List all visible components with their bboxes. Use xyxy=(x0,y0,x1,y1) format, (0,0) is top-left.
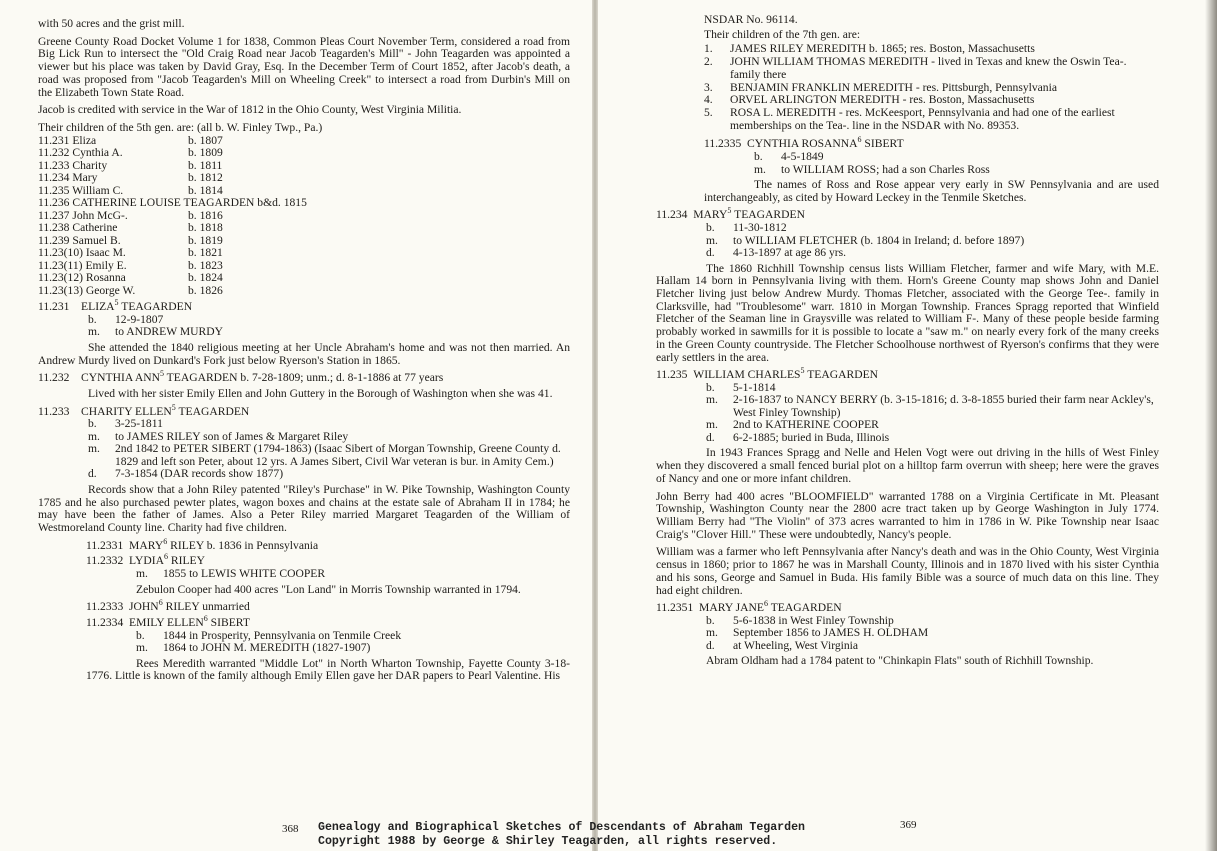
child-date: b. 1812 xyxy=(188,171,223,185)
entry-william-charles: 11.235 WILLIAM CHARLES$^5$ TEAGARDEN b. 5-1-1814 m. 2-16-1837 to NANCY BERRY (b. 3-15-1816; d. 3-8-1855 buried their farm near Ackley's, West Finley Township) m. 2nd to KATHERINE COOPER d. 6-2-1885; buried in Buda, Illinois xyxy=(656,366,1154,444)
intro-line: with 50 acres and the grist mill. xyxy=(38,17,185,30)
entry-emily: 11.2334 EMILY ELLEN$^6$ SIBERT b. 1844 in Prosperity, Pennsylvania on Tenmile Creek m. 1864 to JOHN M. MEREDITH (1827-1907) xyxy=(86,614,402,655)
child-id: 11.233 Charity xyxy=(38,158,108,172)
entry-charity: 11.233 CHARITY ELLEN$^5$ TEAGARDEN b. 3-25-1811 m. to JAMES RILEY son of James & Margaret Riley m. 2nd 1842 to PETER SIBERT (1794-1863) (Isaac Sibert of Morgan Township, Greene County d. 1829 and left son Peter, about 12 yrs. A James Sibert, Civil War veteran is bur. in Amity Cem.) d. 7-3-1854 (DAR records show 1877) xyxy=(38,402,561,481)
child-date: b. 1816 xyxy=(188,208,223,222)
child-date: b. 1807 xyxy=(188,133,223,147)
child-id: 11.232 Cynthia A. xyxy=(38,146,123,160)
entry-eliza: 11.231 ELIZA$^5$ TEAGARDEN b. 12-9-1807 m. to ANDREW MURDY xyxy=(38,301,570,339)
footer-copyright: Copyright 1988 by George & Shirley Teagarden, all rights reserved. xyxy=(318,835,778,848)
entry-lydia: 11.2332 LYDIA$^6$ RILEY m. 1855 to LEWIS WHITE COOPER xyxy=(86,552,326,581)
child-date: b. 1809 xyxy=(188,146,223,160)
child-date: b. 1818 xyxy=(188,221,223,235)
child-id: 11.238 Catherine xyxy=(38,221,118,235)
child-date: b. 1821 xyxy=(188,246,223,260)
children-table xyxy=(38,135,570,298)
child-date: b. 1819 xyxy=(188,233,223,247)
entry-mary-teagarden: 11.234 MARY$^5$ TEAGARDEN b. 11-30-1812 m. to WILLIAM FLETCHER (b. 1804 in Ireland; d. before 1897) d. 4-13-1897 at age 86 yrs. xyxy=(656,206,1025,260)
children-intro-7th: Their children of the 7th gen. are: xyxy=(704,27,861,41)
footer-title: Genealogy and Biographical Sketches of Descendants of Abraham Tegarden xyxy=(318,821,806,834)
list-item: 2. JOHN WILLIAM THOMAS MEREDITH - lived in Texas and knew the Oswin Tea-. family there xyxy=(704,55,1127,81)
entry-cynthia-rosanna-block xyxy=(656,135,1159,204)
william-paragraph-1: In 1943 Frances Spragg and Nelle and Helen Vogt were out driving in the hills of West Finley when they discovered a small fenced burial plot on a hilltop farm overrun with sheep; here were the graves of Nancy and one or more infant children. xyxy=(656,446,1159,485)
war-paragraph: Jacob is credited with service in the War of 1812 in the Ohio County, West Virginia Militia. xyxy=(38,103,462,117)
left-page xyxy=(0,0,592,851)
child-date: b. 1826 xyxy=(188,283,223,297)
child-date: b. 1824 xyxy=(188,271,223,285)
child-id: 11.234 Mary xyxy=(38,171,98,185)
footer xyxy=(318,821,878,849)
page-number-right: 369 xyxy=(900,819,917,831)
children-list-7th xyxy=(656,43,1159,132)
child-date: b. 1811 xyxy=(188,158,223,172)
children-intro: Their children of the 5th gen. are: (all b. W. Finley Twp., Pa.) xyxy=(38,120,323,134)
list-item: 4. ORVEL ARLINGTON MEREDITH - res. Boston, Massachusetts xyxy=(704,93,1035,107)
lydia-paragraph: Zebulon Cooper had 400 acres "Lon Land" in Morris Township warranted in 1794. xyxy=(136,582,521,596)
child-id: 11.231 Eliza xyxy=(38,133,97,147)
entry-cynthia-rosanna: 11.2335 CYNTHIA ROSANNA$^6$ SIBERT b. 4-5-1849 m. to WILLIAM ROSS; had a son Charles Ross xyxy=(704,135,990,176)
child-id: 11.239 Samuel B. xyxy=(38,233,121,247)
page-number-left: 368 xyxy=(282,823,299,835)
child-id: 11.237 John McG-. xyxy=(38,208,128,222)
entry-heading: 11.231 ELIZA$^5$ TEAGARDEN xyxy=(38,298,193,314)
list-item: 5. ROSA L. MEREDITH - res. McKeesport, Pennsylvania and had one of the earliest memberships on the Tea-. line in the NSDAR with No. 89353. xyxy=(704,105,1115,132)
eliza-paragraph: She attended the 1840 religious meeting at her Uncle Abraham's home and was not then married. An Andrew Murdy lived on Dunkard's Fork just below Ryerson's Station in 1865. xyxy=(38,340,570,367)
child-id: 11.235 William C. xyxy=(38,183,124,197)
william-paragraph-3: William was a farmer who left Pennsylvania after Nancy's death and was in the Ohio County, West Virginia census in 1860; prior to 1867 he was in Marshall County, Illinois and in 1870 lived with his sister Cynthia and his sons, George and Samuel in Buda. His family Bible was a source of much data on this line. They had eight children. xyxy=(656,545,1159,597)
mary-teagarden-paragraph: The 1860 Richhill Township census lists William Fletcher, farmer and wife Mary, with M.E. Hallam 14 born in Pennsylvania living with them. Horn's Greene County map shows John and Daniel Fletcher living just below Andrew Murdy. Thomas Fletcher, associated with the George Tee-. family in Clarksville, had "Troublesome" warr. 1810 in Morgan Township. Frances Spragg reported that Winfield Fletcher of the Seaman line in Graysville was related to William F-. Many of these people beside farming probably worked in sawmills for it is possible to locate a "saw m." on nearly every fork of the many creeks in the Green County countryside. The Fletcher Schoolhouse northwest of Ryerson's confirms that they were early settlers in the area. xyxy=(656,261,1159,364)
child-id: 11.23(11) Emily E. xyxy=(38,258,127,272)
list-item: 3. BENJAMIN FRANKLIN MEREDITH - res. Pittsburgh, Pennsylvania xyxy=(704,80,1057,94)
child-id: 11.236 CATHERINE LOUISE TEAGARDEN b&d. 1815 xyxy=(38,196,307,210)
entry-john-riley: 11.2333 JOHN$^6$ RILEY unmarried xyxy=(86,598,250,614)
child-id: 11.23(13) George W. xyxy=(38,283,136,297)
charity-paragraph: Records show that a John Riley patented "Riley's Purchase" in W. Pike Township, Washington County 1785 and he also purchased pewter plates, wagon boxes and chains at the estate sale of Abraham II in 1784; he may have been the father of James. Also a Peter Riley married Margaret Teagarden of the William of Westmoreland County line. Charity had five children. xyxy=(38,482,570,534)
entry-cynthia: 11.232 CYNTHIA ANN$^5$ TEAGARDEN b. 7-28-1809; unm.; d. 8-1-1886 at 77 years xyxy=(38,369,444,385)
child-date: b. 1823 xyxy=(188,258,223,272)
page-edge xyxy=(1205,0,1217,851)
nsdar-number: NSDAR No. 96114. xyxy=(704,13,798,26)
entry-mary-jane: 11.2351 MARY JANE$^6$ TEAGARDEN b. 5-6-1838 in West Finley Township m. September 1856 to JAMES H. OLDHAM d. at Wheeling, West Virginia xyxy=(656,599,929,652)
mary-jane-paragraph: Abram Oldham had a 1784 patent to "Chinkapin Flats" south of Richhill Township. xyxy=(706,654,1094,668)
emily-paragraph: Rees Meredith warranted "Middle Lot" in North Wharton Township, Fayette County 3-18-1776. Little is known of the family although Emily Ellen gave her DAR papers to Pearl Valentine. His xyxy=(86,656,570,683)
child-id: 11.23(10) Isaac M. xyxy=(38,246,126,260)
child-id: 11.23(12) Rosanna xyxy=(38,271,126,285)
road-paragraph: Greene County Road Docket Volume 1 for 1838, Common Pleas Court November Term, considered a road from Big Lick Run to intersect the "Old Craig Road near Jacob Teagarden's Mill" - John Teagarden was appointed a viewer but his place was taken by David Gray, Esq. In the December Term of Court 1852, after Jacob's death, a road was proposed from "Jacob Teagarden's Mill on Wheeling Creek" to intersect a road from Durbin's Mill on the Elizabeth Town State Road. xyxy=(38,34,570,99)
william-paragraph-2: John Berry had 400 acres "BLOOMFIELD" warranted 1788 on a Virginia Certificate in Mt. Pleasant Township, Washington County near the 2800 acre tract taken up by George Washington in July 1774. William Berry had "The Violin" of 373 acres warranted to him in 1786 in W. Pike Township near Isaac Craig's "Clover Hill." These were undoubtedly, Nancy's people. xyxy=(656,489,1159,541)
right-page xyxy=(598,0,1217,851)
grandchildren xyxy=(38,536,570,683)
cynthia-rosanna-paragraph: The names of Ross and Rose appear very early in SW Pennsylvania and are used interchangeably, as cited by Howard Leckey in the Tenmile Sketches. xyxy=(704,178,1159,204)
list-item: 1. JAMES RILEY MEREDITH b. 1865; res. Boston, Massachusetts xyxy=(704,42,1035,56)
cynthia-paragraph: Lived with her sister Emily Ellen and John Guttery in the Borough of Washington when she was 41. xyxy=(88,386,553,400)
child-date: b. 1814 xyxy=(188,183,223,197)
entry-mary-riley: 11.2331 MARY$^6$ RILEY b. 1836 in Pennsylvania xyxy=(86,536,319,552)
